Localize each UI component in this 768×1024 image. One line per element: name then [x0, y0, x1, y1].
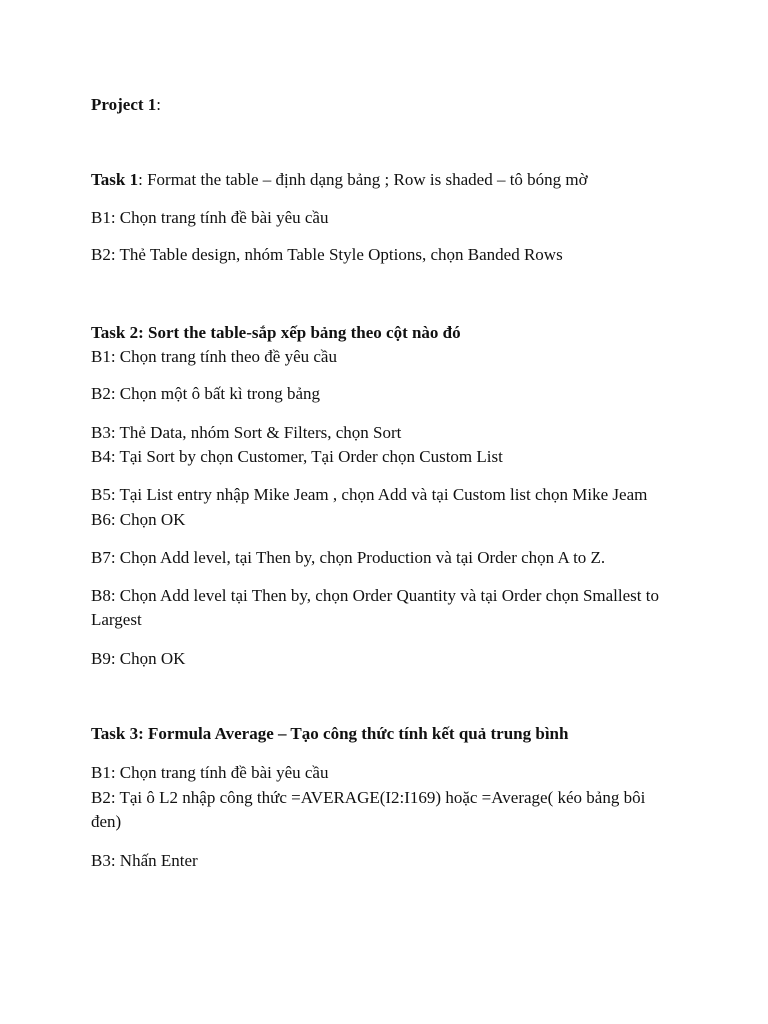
- task2-step-5: B5: Tại List entry nhập Mike Jeam , chọn Add và tại Custom list chọn Mike Jeam: [91, 485, 648, 504]
- task2-step-8: B8: Chọn Add level tại Then by, chọn Order Quantity và tại Order chọn Smallest to: [91, 586, 659, 605]
- task3-step-2-continued: đen): [91, 812, 122, 831]
- task2-step-3: B3: Thẻ Data, nhóm Sort & Filters, chọn Sort: [91, 423, 402, 442]
- task2-step-8-continued: Largest: [91, 610, 142, 629]
- task3-step-2: B2: Tại ô L2 nhập công thức =AVERAGE(I2:I169) hoặc =Average( kéo bảng bôi: [91, 788, 646, 807]
- task3-heading-bold: Task 3: Formula Average – Tạo công thức tính kết quả trung bình: [91, 724, 569, 743]
- task3-step-1: B1: Chọn trang tính đề bài yêu cầu: [91, 763, 329, 782]
- project-title-rest: :: [156, 95, 162, 114]
- task2-step-7: B7: Chọn Add level, tại Then by, chọn Production và tại Order chọn A to Z.: [91, 548, 606, 567]
- project-title: [91, 92, 691, 117]
- task2-heading: [91, 320, 691, 345]
- task1-step-1: B1: Chọn trang tính đề bài yêu cầu: [91, 208, 329, 227]
- task1-heading-bold: Task 1: [91, 170, 139, 189]
- task2-step-2: B2: Chọn một ô bất kì trong bảng: [91, 384, 321, 403]
- task3-step-3: B3: Nhấn Enter: [91, 851, 198, 870]
- task3-heading: [91, 721, 691, 746]
- task2-step-6: B6: Chọn OK: [91, 510, 186, 529]
- project-title-bold: Project 1: [91, 95, 157, 114]
- task1-heading: [91, 167, 691, 192]
- task2-step-1: B1: Chọn trang tính theo đề yêu cầu: [91, 347, 337, 366]
- task1-step-2: B2: Thẻ Table design, nhóm Table Style Options, chọn Banded Rows: [91, 245, 563, 264]
- task1-heading-rest: : Format the table – định dạng bảng ; Row is shaded – tô bóng mờ: [138, 170, 588, 189]
- task2-heading-bold: Task 2: Sort the table-sắp xếp bảng theo cột nào đó: [91, 323, 461, 342]
- task2-step-4: B4: Tại Sort by chọn Customer, Tại Order chọn Custom List: [91, 447, 503, 466]
- task2-step-9: B9: Chọn OK: [91, 649, 186, 668]
